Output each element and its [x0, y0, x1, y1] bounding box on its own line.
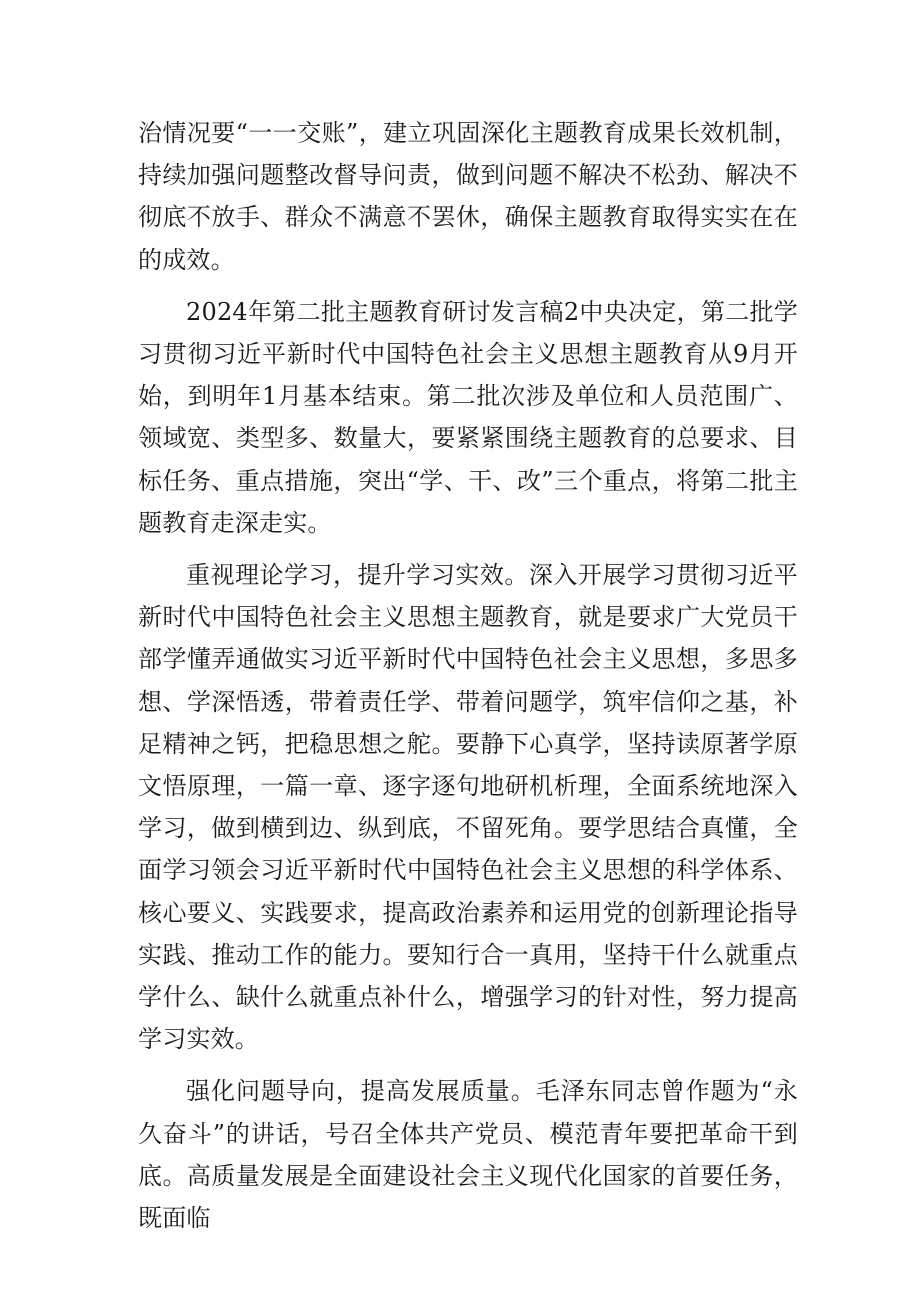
paragraph-speech-intro: 2024年第二批主题教育研讨发言稿2中央决定，第二批学习贯彻习近平新时代中国特色社会主义思想主题教育从9月开始，到明年1月基本结束。第二批次涉及单位和人员范围广、领域宽、类型多、数量大，要紧紧围绕主题教育的总要求、目标任务、重点措施，突出“学、干、改”三个重点，将第二批主题教育走深走实。 — [138, 297, 798, 537]
paragraph-continuation: 治情况要“一一交账”，建立巩固深化主题教育成果长效机制，持续加强问题整改督导问责，做到问题不解决不松劲、解决不彻底不放手、群众不满意不罢休，确保主题教育取得实实在在的成效。 — [138, 119, 798, 274]
document-body — [138, 112, 798, 1251]
paragraph-problem-orientation: 强化问题导向，提高发展质量。毛泽东同志曾作题为“永久奋斗”的讲话，号召全体共产党员、模范青年要把革命干到底。高质量发展是全面建设社会主义现代化国家的首要任务，既面临 — [138, 1077, 798, 1233]
paragraph-theory-study: 重视理论学习，提升学习实效。深入开展学习贯彻习近平新时代中国特色社会主义思想主题教育，就是要求广大党员干部学懂弄通做实习近平新时代中国特色社会主义思想，多思多想、学深悟透，带着责任学、带着问题学，筑牢信仰之基，补足精神之钙，把稳思想之舵。要静下心真学，坚持读原著学原文悟原理，一篇一章、逐字逐句地研机析理，全面系统地深入学习，做到横到边、纵到底，不留死角。要学思结合真懂，全面学习领会习近平新时代中国特色社会主义思想的科学体系、核心要义、实践要求，提高政治素养和运用党的创新理论指导实践、推动工作的能力。要知行合一真用，坚持干什么就重点学什么、缺什么就重点补什么，增强学习的针对性，努力提高学习实效。 — [138, 561, 798, 1054]
